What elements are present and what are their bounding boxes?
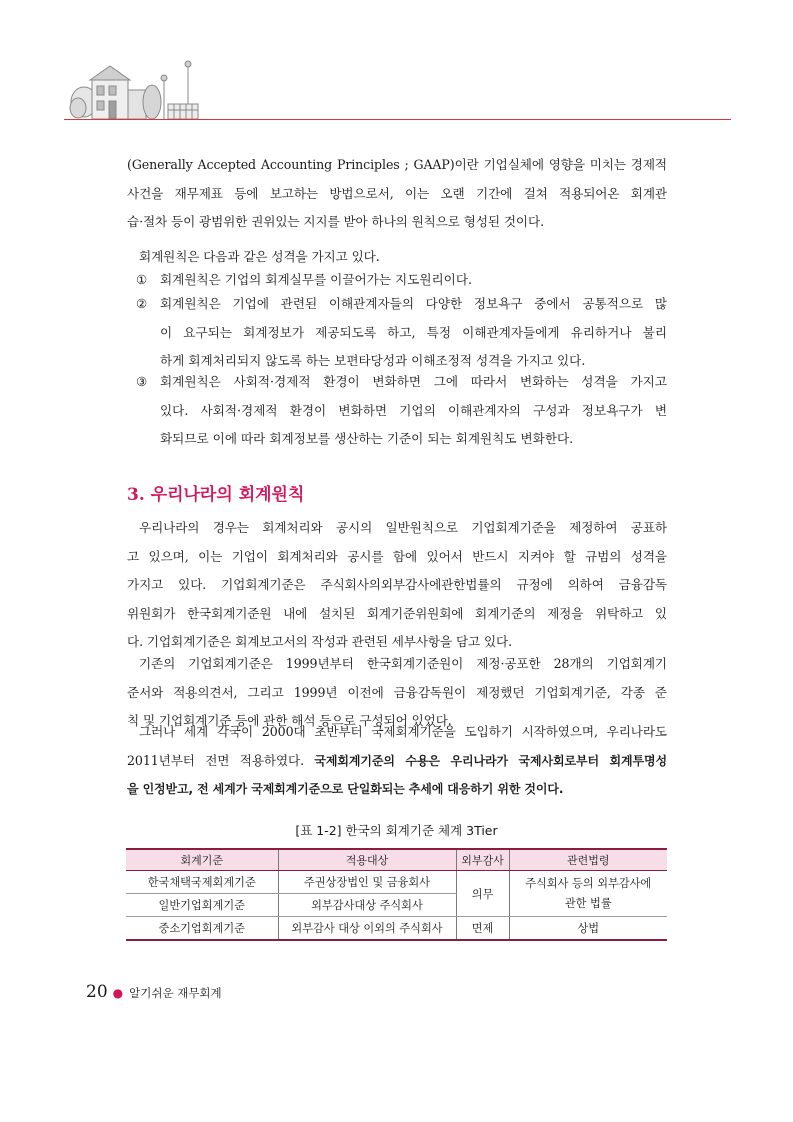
list-item xyxy=(136,368,667,454)
paragraph-line: 준서와 적용의견서, 그리고 1999년 이전에 금융감독원이 제정했던 기업회계기준, 각종 준 xyxy=(127,684,667,700)
list-text: 화되므로 이에 따라 회계정보를 생산하는 기준이 되는 회계원칙도 변화한다. xyxy=(160,431,574,446)
table-cell: 한국채택국제회계기준 xyxy=(126,871,278,894)
list-text: 하게 회계처리되지 않도록 하는 보편타당성과 이해조정적 성격을 가지고 있다. xyxy=(160,353,586,368)
list-text: 회계원칙은 사회적·경제적 환경이 변화하면 그에 따라서 변화하는 성격을 가지고 xyxy=(160,374,667,389)
table-cell: 일반기업회계기준 xyxy=(126,894,278,917)
table-cell: 면제 xyxy=(456,917,509,941)
intro-line: 사건을 재무제표 등에 보고하는 방법으로서, 이는 오랜 기간에 걸쳐 적용되어온 회계관 xyxy=(127,185,667,201)
intro-paragraph xyxy=(127,151,667,237)
law-line: 관한 법률 xyxy=(564,896,612,910)
page-footer xyxy=(86,982,222,1002)
intro-line: (Generally Accepted Accounting Principles ; GAAP)이란 기업실체에 영향을 미치는 경제적 xyxy=(127,157,667,172)
table-caption: [표 1-2] 한국의 회계기준 체계 3Tier xyxy=(295,823,498,838)
paragraph-text: 2011년부터 전면 적용하였다. xyxy=(127,752,315,768)
list-number: ① xyxy=(136,272,148,287)
table-cell: 주권상장법인 및 금융회사 xyxy=(278,871,456,894)
table-row xyxy=(126,871,667,894)
list-text: 이 요구되는 회계정보가 제공되도록 하고, 특정 이해관계자들에게 유리하거나 불리 xyxy=(160,324,667,340)
table-cell-law-merged xyxy=(509,871,667,917)
emphasis-text: 국제회계기준의 수용은 우리나라가 국제사회로부터 회계투명성 xyxy=(314,753,667,768)
list-text: 있다. 사회적·경제적 환경이 변화하면 기업의 이해관계자의 구성과 정보욕구가 변 xyxy=(160,402,667,418)
intro-line: 습·절차 등이 광범위한 권위있는 지지를 받아 하나의 원칙으로 형성된 것이다. xyxy=(127,214,544,229)
page-number: 20 xyxy=(86,982,108,1002)
section-heading: 3. 우리나라의 회계원칙 xyxy=(127,485,305,505)
characteristics-lead: 회계원칙은 다음과 같은 성격을 가지고 있다. xyxy=(139,249,380,264)
column-header: 관련법령 xyxy=(509,849,667,871)
section-paragraph-1 xyxy=(127,514,667,657)
paragraph-line: 다. 기업회계기준은 회계보고서의 작성과 관련된 세부사항을 담고 있다. xyxy=(127,634,513,649)
paragraph-line: 가지고 있다. 기업회계기준은 주식회사의외부감사에관한법률의 규정에 의하여 금융감독 xyxy=(127,577,667,592)
paragraph-line: 위원회가 한국회계기준원 내에 설치된 회계기준위원회에 회계기준의 제정을 위탁하고 있 xyxy=(127,605,667,621)
paragraph-line: 우리나라의 경우는 회계처리와 공시의 일반원칙으로 기업회계기준을 제정하여 공표하 xyxy=(139,520,667,535)
section-paragraph-3 xyxy=(127,718,667,804)
list-number: ③ xyxy=(136,374,148,389)
table-row xyxy=(126,917,667,941)
list-number: ② xyxy=(136,296,148,311)
law-line: 주식회사 등의 외부감사에 xyxy=(525,876,652,890)
emphasis-line: 을 인정받고, 전 세계가 국제회계기준으로 단일화되는 추세에 대응하기 위한 것이다. xyxy=(127,782,564,796)
accounting-standards-table xyxy=(126,848,667,941)
list-text: 회계원칙은 기업에 관련된 이해관계자들의 다양한 정보욕구 중에서 공통적으로 많 xyxy=(160,296,667,311)
list-text: 회계원칙은 기업의 회계실무를 이끌어가는 지도원리이다. xyxy=(160,272,472,287)
table-cell: 외부감사 대상 이외의 주식회사 xyxy=(278,917,456,941)
paragraph-line: 칙 및 기업회계기준 등에 관한 해석 등으로 구성되어 있었다. xyxy=(127,713,452,728)
list-item xyxy=(136,290,667,376)
header-town-illustration xyxy=(68,56,200,120)
column-header: 적용대상 xyxy=(278,849,456,871)
table-cell: 상법 xyxy=(509,917,667,941)
table-cell-audit-merged: 의무 xyxy=(456,871,509,917)
table-cell: 외부감사대상 주식회사 xyxy=(278,894,456,917)
paragraph-line: 고 있으며, 이는 기업이 회계처리와 공시를 함에 있어서 반드시 지켜야 할 규범의 성격을 xyxy=(127,548,667,564)
bullet-dot-icon: ● xyxy=(112,986,124,1000)
paragraph-line: 그러나 세계 각국이 2000대 초반부터 국제회계기준을 도입하기 시작하였으며, 우리나라도 xyxy=(139,724,667,739)
paragraph-line xyxy=(127,747,667,776)
header-rule xyxy=(64,119,731,120)
paragraph-line: 기존의 기업회계기준은 1999년부터 한국회계기준원이 제정·공포한 28개의 기업회계기 xyxy=(139,656,667,671)
book-title: 알기쉬운 재무회계 xyxy=(129,986,222,1000)
table-cell: 중소기업회계기준 xyxy=(126,917,278,941)
table-header-row xyxy=(126,849,667,871)
column-header: 회계기준 xyxy=(126,849,278,871)
column-header: 외부감사 xyxy=(456,849,509,871)
